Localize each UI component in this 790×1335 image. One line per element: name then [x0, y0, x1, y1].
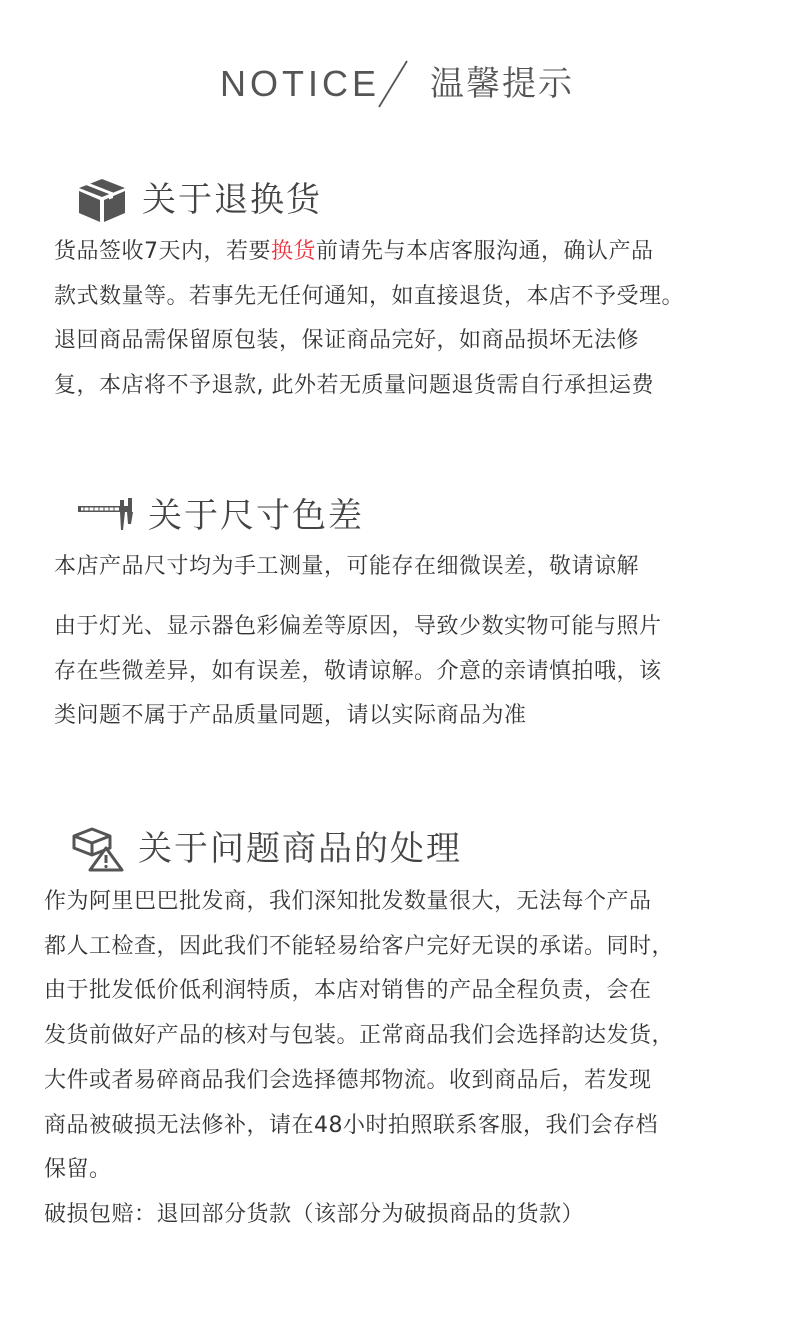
text-line: 类问题不属于产品质量同题，请以实际商品为准: [54, 703, 527, 729]
header-title-en: NOTICE: [220, 63, 381, 104]
header-title-cn: 温馨提示: [430, 64, 574, 104]
section-returns-heading: [76, 176, 322, 224]
text-line: 都人工检查，因此我们不能轻易给客户完好无误的承诺。同时，: [44, 933, 675, 959]
text-line: 货品签收7天内，若要换货前请先与本店客服沟通，确认产品: [54, 239, 654, 264]
text-line: 存在些微差异，如有误差，敬请谅解。介意的亲请慎拍哦，该: [54, 658, 662, 684]
section-problem-title: 关于问题商品的处理: [138, 829, 462, 869]
box-icon: [76, 176, 128, 224]
section-size-heading: [76, 494, 364, 538]
text-line: 本店产品尺寸均为手工测量，可能存在细微误差，敬请谅解: [54, 554, 640, 579]
text-line: 复，本店将不予退款, 此外若无质量问题退货需自行承担运费: [54, 373, 654, 399]
section-size-text-b: [54, 605, 662, 739]
section-size-title: 关于尺寸色差: [148, 496, 364, 536]
caliper-icon: [76, 494, 136, 538]
notice-header: [0, 58, 790, 114]
text-line: 由于灯光、显示器色彩偏差等原因，导致少数实物可能与照片: [54, 614, 662, 639]
text-line: 款式数量等。若事先无任何通知，如直接退货，本店不予受理。: [54, 283, 685, 309]
text-line: 保留。: [44, 1157, 112, 1183]
text-line: 由于批发低价低利润特质，本店对销售的产品全程负责，会在: [44, 978, 652, 1004]
text-line: 退回商品需保留原包装，保证商品完好，如商品损坏无法修: [54, 328, 640, 354]
damaged-package-icon: [70, 826, 124, 872]
text-line: 破损包赔：退回部分货款（该部分为破损商品的货款）: [44, 1201, 585, 1227]
text-line: 大件或者易碎商品我们会选择德邦物流。收到商品后，若发现: [44, 1067, 652, 1093]
slash-divider-icon: [373, 58, 413, 110]
text-line: 商品被破损无法修补，请在48小时拍照联系客服，我们会存档: [44, 1112, 658, 1138]
section-size-text-a: [54, 545, 639, 590]
section-problem-text: [44, 880, 674, 1238]
section-returns-text: [54, 230, 684, 409]
section-problem-heading: [70, 826, 462, 872]
text-line: 作为阿里巴巴批发商，我们深知批发数量很大，无法每个产品: [44, 889, 652, 914]
text-line: 发货前做好产品的核对与包装。正常商品我们会选择韵达发货，: [44, 1023, 675, 1049]
highlight-exchange: 换货: [271, 239, 317, 264]
section-returns-title: 关于退换货: [142, 180, 322, 220]
